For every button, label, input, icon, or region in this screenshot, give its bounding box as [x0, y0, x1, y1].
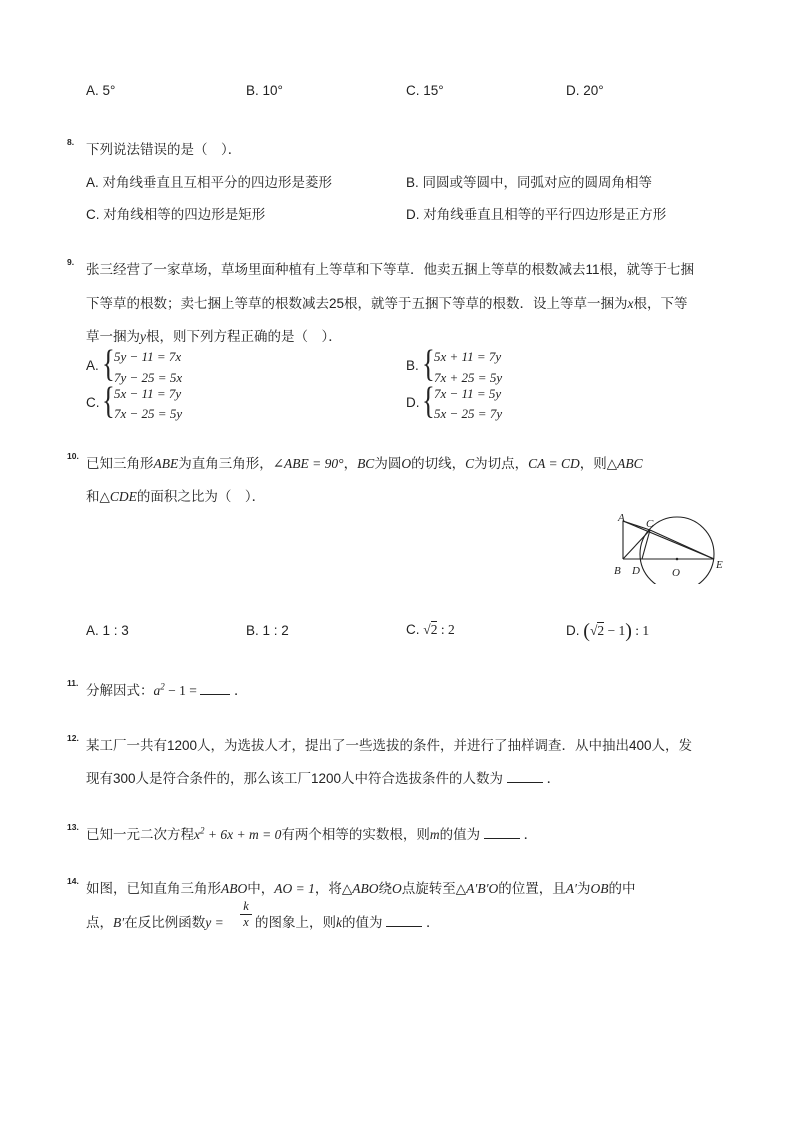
- q10-geometry-figure: [610, 508, 730, 584]
- label-d: D: [632, 565, 640, 577]
- q13-number: 13.: [67, 822, 79, 832]
- q9-option-a-eq2: 7y − 25 = 5x: [114, 370, 183, 385]
- q12-number: 12.: [67, 733, 79, 743]
- q14-line-1: 如图，已知直角三角形ABO中，AO = 1，将△ABO绕O点旋转至△A′B′O的位置，且A′为OB的中: [86, 881, 636, 896]
- q8-option-a: A. 对角线垂直且互相平分的四边形是菱形: [86, 175, 333, 190]
- q9-option-b-label: B.: [406, 358, 419, 373]
- q10-option-a: A. 1 : 3: [86, 623, 129, 638]
- q9-option-d-eq1: 7x − 11 = 5y: [434, 386, 502, 401]
- q9-option-d-eq2: 5x − 25 = 7y: [434, 406, 503, 421]
- label-e: E: [716, 559, 723, 571]
- q8-option-d: D. 对角线垂直且相等的平行四边形是正方形: [406, 207, 667, 222]
- q9-line-2: 下等草的根数；卖七捆上等草的根数减去25根，就等于五捆下等草的根数．设上等草一捆为x根，下等: [86, 296, 688, 311]
- q10-number: 10.: [67, 451, 79, 461]
- q9-option-d-label: D.: [406, 395, 420, 410]
- q7-option-d: D. 20°: [566, 83, 604, 98]
- q8-stem: 下列说法错误的是（ ）．: [86, 142, 242, 157]
- q9-line-1: 张三经营了一家草场，草场里面种植有上等草和下等草．他卖五捆上等草的根数减去11根，就等于七捆: [86, 262, 695, 277]
- q9-option-b-eq1: 5x + 11 = 7y: [434, 349, 502, 364]
- q12-answer-blank[interactable]: [507, 769, 543, 783]
- q8-number: 8.: [67, 137, 75, 147]
- q11-answer-blank[interactable]: [200, 681, 230, 695]
- label-b: B: [614, 565, 621, 577]
- q9-option-c-eq1: 5x − 11 = 7y: [114, 386, 182, 401]
- label-c: C: [646, 518, 654, 530]
- label-a: A: [618, 512, 625, 524]
- q14-answer-blank[interactable]: [386, 913, 422, 927]
- brace-icon: {: [102, 380, 115, 422]
- q9-option-b-eq2: 7x + 25 = 5y: [434, 370, 503, 385]
- q11-number: 11.: [67, 678, 79, 688]
- q9-option-a-label: A.: [86, 358, 99, 373]
- q8-option-b: B. 同圆或等圆中，同弧对应的圆周角相等: [406, 175, 653, 190]
- q7-option-b: B. 10°: [246, 83, 283, 98]
- q10-line-1: 已知三角形ABE为直角三角形，∠ABE = 90°，BC为圆O的切线，C为切点，CA = CD，则△ABC: [86, 456, 643, 471]
- brace-icon: {: [422, 343, 435, 385]
- q10-option-b: B. 1 : 2: [246, 623, 289, 638]
- brace-icon: {: [102, 343, 115, 385]
- q14-number: 14.: [67, 876, 79, 886]
- brace-icon: {: [422, 380, 435, 422]
- center-dot: [676, 558, 679, 561]
- q12-line-1: 某工厂一共有1200人，为选拔人才，提出了一些选拔的条件，并进行了抽样调查．从中抽出400人，发: [86, 738, 693, 753]
- q7-option-a: A. 5°: [86, 83, 116, 98]
- q14-line-2-end: 的图象上，则k的值为 ．: [255, 915, 440, 930]
- q10-line-2: 和△CDE的面积之比为（ ）．: [86, 489, 266, 504]
- q13-text: 已知一元二次方程$x^2 + 6x + m = 0$有两个相等的实数根，则m的值为 ．: [86, 825, 538, 842]
- q14-fraction: $\frac{k}{x}$: [240, 899, 252, 930]
- q9-option-c-eq2: 7x − 25 = 5y: [114, 406, 183, 421]
- q7-option-c: C. 15°: [406, 83, 444, 98]
- q9-number: 9.: [67, 257, 75, 267]
- q13-answer-blank[interactable]: [484, 825, 520, 839]
- q9-line-3: 草一捆为y根，则下列方程正确的是（ ）．: [86, 329, 342, 344]
- q10-option-d: D. (√2 − 1) : 1: [566, 620, 650, 642]
- segment-ce: [650, 530, 714, 559]
- label-o: O: [672, 567, 680, 579]
- q12-line-2: 现有300人是符合条件的，那么该工厂1200人中符合选拔条件的人数为 ．: [86, 771, 561, 786]
- q10-option-c: C. √2 : 2: [406, 622, 455, 637]
- q14-line-2-start: 点，B′在反比例函数y =: [86, 915, 224, 930]
- q9-option-a-eq1: 5y − 11 = 7x: [114, 349, 182, 364]
- q8-option-c: C. 对角线相等的四边形是矩形: [86, 207, 266, 222]
- q11-text: 分解因式：$a^2 - 1$ = ．: [86, 681, 248, 698]
- q9-option-c-label: C.: [86, 395, 100, 410]
